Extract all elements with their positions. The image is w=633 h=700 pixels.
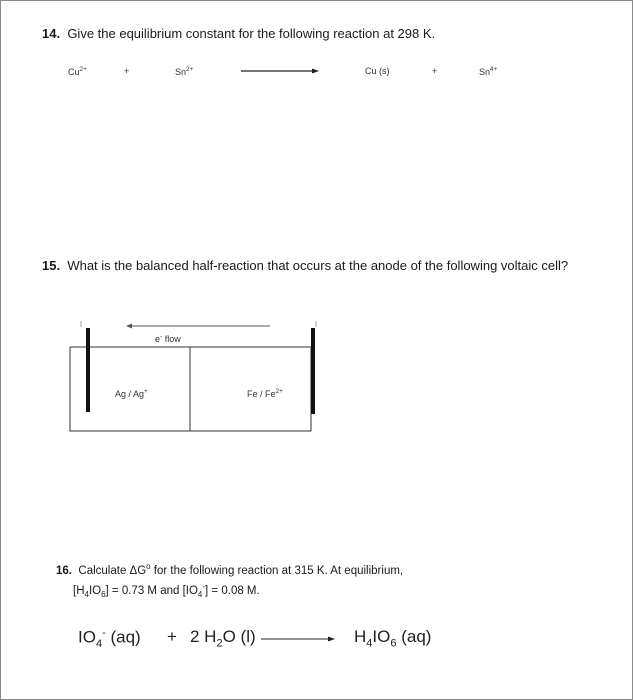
q16-reactant-periodate: $IO_4^-$ (aq) — [78, 627, 141, 651]
q16-reactant-water: 2 $H_2O$ (l) — [190, 627, 256, 650]
anode-label: Ag / Ag+ — [115, 388, 148, 399]
electron-flow-arrowhead — [126, 324, 132, 329]
question-16-line-2: $[H_4IO_6] = 0.73$ M and $[IO_4^-] = 0.08$ M. — [73, 581, 260, 599]
voltaic-cell-diagram — [60, 315, 340, 435]
q16-reaction-arrow — [260, 636, 336, 642]
q14-reactant-sn: $Sn^{2+}$ — [175, 66, 194, 77]
left-electrode — [86, 328, 90, 412]
question-16-line-1: 16. Calculate $\Delta G^o$ for the following reaction at 315 K. At equilibrium, — [56, 562, 404, 577]
right-electrode — [311, 328, 315, 414]
q14-reaction-arrow — [240, 68, 320, 74]
electron-flow-label: e- flow — [155, 333, 181, 344]
q14-product-sn: $Sn^{4+}$ — [479, 66, 498, 77]
q16-plus: + — [167, 627, 177, 646]
question-14 — [42, 26, 435, 41]
question-14-text: Give the equilibrium constant for the following reaction at 298 K. — [67, 26, 436, 41]
q16-product-orthoperiodic-acid: $H_4IO_6$ (aq) — [354, 627, 432, 650]
q14-plus-1: + — [124, 66, 130, 76]
question-16-number: 16. — [56, 564, 72, 577]
question-15-text: What is the balanced half-reaction that occurs at the anode of the following voltaic cell? — [67, 258, 569, 273]
q14-product-cu: Cu (s) — [365, 66, 390, 76]
question-15 — [42, 258, 568, 273]
question-15-number: 15. — [42, 258, 61, 273]
q14-plus-2: + — [432, 66, 438, 76]
q14-reactant-cu: $Cu^{2+}$ — [68, 66, 87, 77]
question-16 — [56, 559, 403, 603]
cathode-label: Fe / $Fe^{2+}$ — [247, 388, 283, 399]
question-14-number: 14. — [42, 26, 61, 41]
